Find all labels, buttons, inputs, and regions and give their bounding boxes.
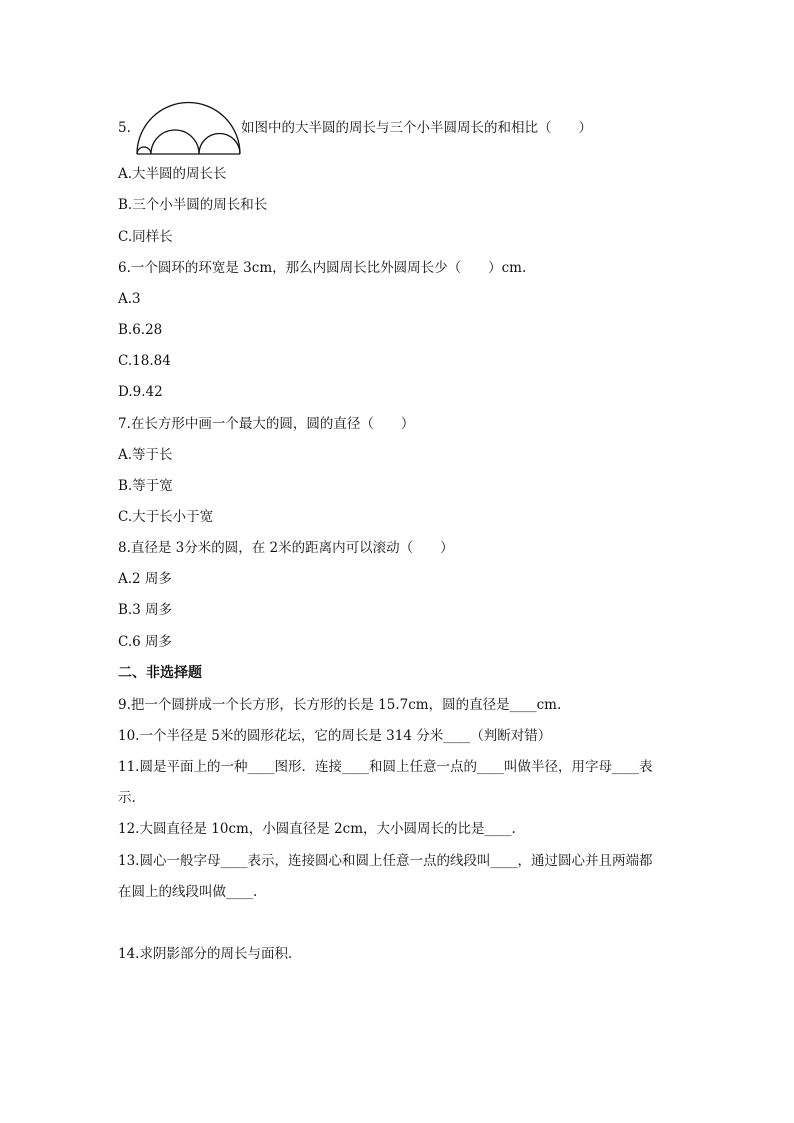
q12-text: 12.大圆直径是 10cm，小圆直径是 2cm，大小圆周长的比是____.: [118, 821, 516, 837]
q5-option-b: B.三个小半圆的周长和长: [118, 197, 268, 213]
q7-option-b: B.等于宽: [118, 478, 173, 494]
q7-option-c: C.大于长小于宽: [118, 509, 214, 525]
small-semicircle-1: [137, 147, 151, 154]
q14-text: 14.求阴影部分的周长与面积．: [118, 946, 302, 962]
q6-option-b: B.6.28: [118, 322, 163, 338]
q5-number: 5.: [118, 120, 131, 136]
q6-option-c: C.18.84: [118, 353, 171, 369]
q8-option-c: C.6 周多: [118, 634, 173, 650]
q5-option-c: C.同样长: [118, 229, 173, 245]
q13-line2: 在圆上的线段叫做____.: [118, 884, 258, 900]
small-semicircle-3: [199, 134, 240, 155]
q8-option-a: A.2 周多: [118, 571, 172, 587]
q8-stem: 8.直径是 3分米的圆，在 2米的距离内可以滚动（ ）: [118, 540, 454, 556]
q11-line1: 11.圆是平面上的一种____图形．连接____和圆上任意一点的____叫做半径，用字母____表: [118, 759, 653, 775]
q6-stem: 6.一个圆环的环宽是 3cm，那么内圆周长比外圆周长少（ ）cm.: [118, 260, 527, 276]
q8-option-b: B.3 周多: [118, 602, 173, 618]
q5-option-a: A.大半圆的周长长: [118, 166, 227, 182]
q10-text: 10.一个半径是 5米的圆形花坛，它的周长是 314 分米____（判断对错）: [118, 728, 552, 744]
q5-stem: 如图中的大半圆的周长与三个小半圆周长的和相比（ ）: [241, 120, 592, 136]
q9-text: 9.把一个圆拼成一个长方形，长方形的长是 15.7cm，圆的直径是____cm.: [118, 697, 562, 713]
q6-option-d: D.9.42: [118, 384, 163, 400]
q11-line2: 示.: [118, 790, 136, 806]
q13-line1: 13.圆心一般字母____表示，连接圆心和圆上任意一点的线段叫____，通过圆心并且两端都: [118, 853, 653, 869]
small-semicircle-2: [151, 130, 199, 154]
q6-option-a: A.3: [118, 291, 141, 307]
section-heading: 二、非选择题: [118, 665, 202, 681]
q7-stem: 7.在长方形中画一个最大的圆，圆的直径（ ）: [118, 416, 415, 432]
semicircles-figure: [134, 99, 244, 157]
q7-option-a: A.等于长: [118, 447, 173, 463]
